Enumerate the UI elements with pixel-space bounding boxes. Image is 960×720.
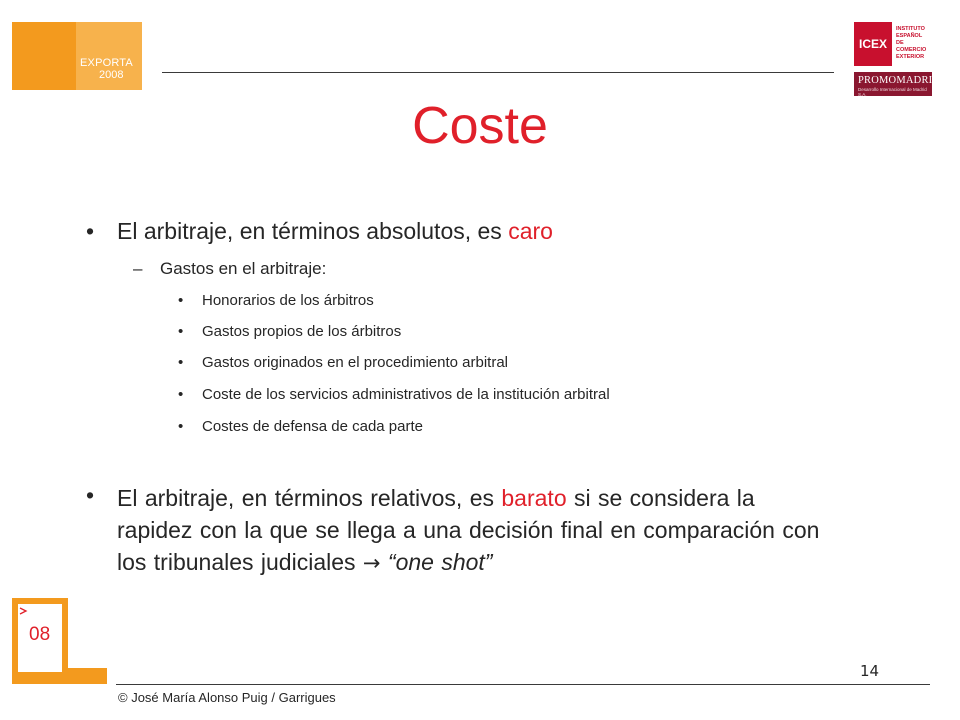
m08-logo (12, 598, 107, 684)
bullet-marker: • (86, 218, 95, 244)
page-number: 14 (860, 662, 880, 680)
exporta-logo-year: 2008 (99, 69, 124, 81)
exporta-2008-logo (12, 22, 142, 90)
arrow-right-icon: → (362, 551, 381, 575)
list-item-text: Coste de los servicios administrativos de la institución arbitral (202, 386, 610, 403)
footer-copyright: © José María Alonso Puig / Garrigues (118, 690, 336, 705)
icex-logo-block (854, 22, 892, 66)
top-divider (162, 72, 834, 73)
list-item-text: Gastos originados en el procedimiento arbitral (202, 354, 508, 371)
small-bullet-marker: • (178, 292, 184, 309)
m08-logo-graphic (12, 598, 107, 684)
highlight-barato: barato (501, 485, 567, 511)
small-bullet-marker: • (178, 354, 184, 371)
promomadrid-logo-name: PROMOMADRID (858, 75, 941, 86)
bullet-marker: • (86, 482, 95, 508)
bullet-text-continuation: si se considera la rapidez con la que se llega a una decisión final en comparación con los tribunales judiciales (117, 485, 820, 575)
bullet-text-main: El arbitraje, en términos relativos, es (117, 485, 502, 511)
bullet-text (117, 218, 553, 245)
promomadrid-logo (854, 72, 941, 97)
icex-logo (854, 22, 934, 66)
list-item-text: Costes de defensa de cada parte (202, 418, 423, 435)
bottom-divider (116, 684, 930, 685)
icex-logo-line: INSTITUTO (896, 26, 925, 32)
bullet-text (117, 482, 837, 579)
icex-logo-text (896, 26, 934, 61)
dash-marker: – (133, 259, 143, 278)
list-item-text: Gastos propios de los árbitros (202, 323, 402, 340)
icex-logo-line: ESPAÑOL (896, 33, 923, 39)
highlight-caro: caro (508, 218, 553, 244)
one-shot-quote: “one shot” (387, 549, 493, 575)
promomadrid-logo-subtitle: Desarrollo Internacional de Madrid S.A. (858, 87, 927, 97)
icex-logo-name: ICEX (859, 37, 888, 51)
icex-logo-line: EXTERIOR (896, 54, 925, 60)
list-item-text: Honorarios de los árbitros (202, 292, 374, 309)
small-bullet-marker: • (178, 386, 184, 403)
icex-logo-line: DE COMERCIO (896, 40, 927, 53)
sub-bullet-text: Gastos en el arbitraje: (160, 259, 327, 278)
slide-title: Coste (412, 97, 548, 155)
small-bullet-marker: • (178, 418, 184, 435)
m08-logo-text: 08 (29, 624, 51, 645)
bullet-text-main: El arbitraje, en términos absolutos, es (117, 218, 509, 244)
small-bullet-marker: • (178, 323, 184, 340)
exporta-logo-text: EXPORTA (80, 57, 133, 69)
